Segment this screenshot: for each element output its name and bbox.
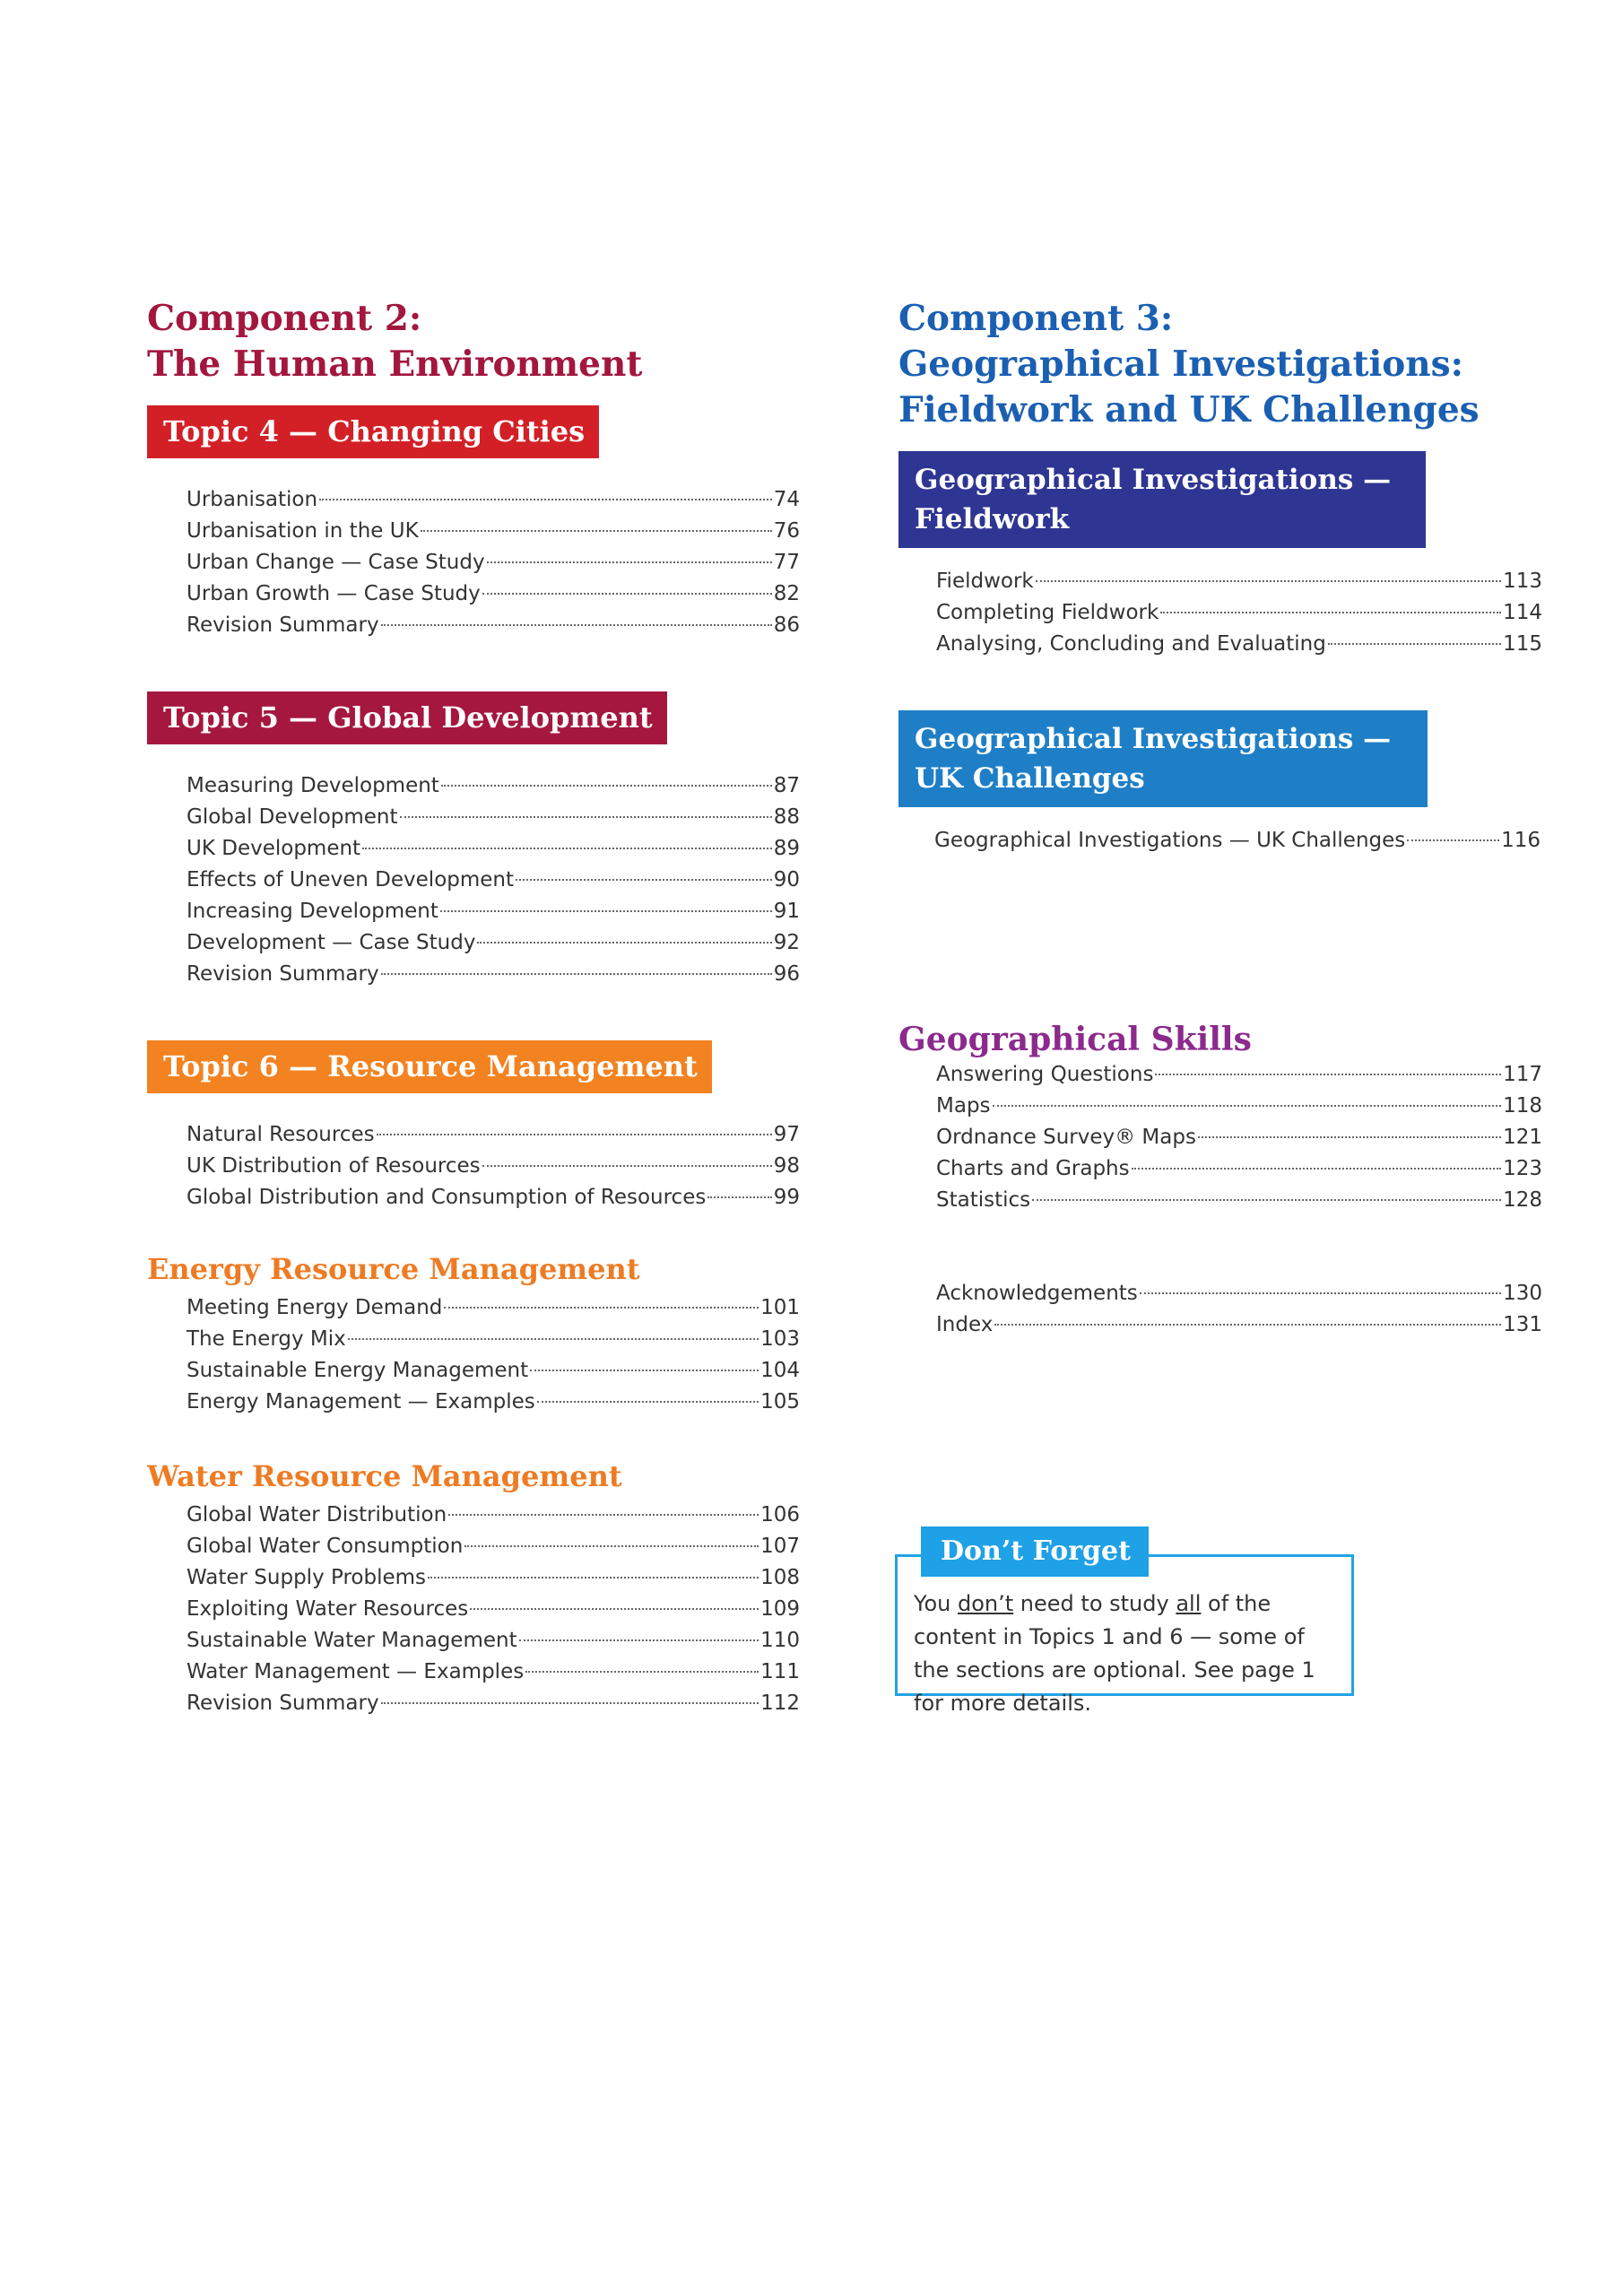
water-section	[147, 1457, 802, 1719]
toc-entry[interactable]: Statistics 128	[936, 1188, 1542, 1212]
uk-challenges-list	[934, 825, 1541, 857]
toc-entry[interactable]: Ordnance Survey® Maps 121	[936, 1126, 1542, 1149]
toc-entry[interactable]: Water Management — Examples 111	[187, 1660, 800, 1683]
toc-entry[interactable]: Global Distribution and Consumption of Resources 99	[187, 1186, 800, 1209]
topic-4-heading: Topic 4 — Changing Cities	[147, 405, 599, 458]
toc-entry[interactable]: Urbanisation 74	[187, 488, 800, 511]
toc-entry[interactable]: Revision Summary 96	[187, 962, 800, 986]
topic-6-section	[147, 1040, 802, 1213]
water-heading: Water Resource Management	[147, 1459, 622, 1493]
energy-list	[187, 1292, 800, 1418]
toc-entry[interactable]: Energy Management — Examples 105	[187, 1390, 800, 1413]
toc-entry[interactable]: Completing Fieldwork 114	[936, 601, 1542, 624]
toc-entry[interactable]: Analysing, Concluding and Evaluating 115	[936, 632, 1542, 656]
toc-entry[interactable]: Global Water Consumption 107	[187, 1535, 800, 1558]
topic-4-section	[147, 405, 802, 641]
toc-entry[interactable]: Sustainable Energy Management 104	[187, 1359, 800, 1382]
component-2-title: Component 2: The Human Environment	[147, 298, 643, 385]
skills-section	[898, 1020, 1544, 1216]
toc-entry[interactable]: Charts and Graphs 123	[936, 1157, 1542, 1180]
toc-entry[interactable]: Fieldwork 113	[936, 570, 1542, 593]
toc-entry[interactable]: Urbanisation in the UK 76	[187, 519, 800, 543]
toc-entry[interactable]: Water Supply Problems 108	[187, 1566, 800, 1589]
topic-4-list	[187, 484, 800, 641]
fieldwork-list	[936, 566, 1542, 660]
toc-entry[interactable]: Sustainable Water Management 110	[187, 1629, 800, 1652]
toc-entry[interactable]: Development — Case Study 92	[187, 931, 800, 954]
fieldwork-section	[898, 451, 1426, 548]
topic-6-heading: Topic 6 — Resource Management	[147, 1040, 712, 1093]
toc-entry[interactable]: Urban Growth — Case Study 82	[187, 582, 800, 605]
toc-entry[interactable]: UK Distribution of Resources 98	[187, 1154, 800, 1178]
uk-challenges-section	[898, 710, 1428, 807]
toc-entry[interactable]: Global Development 88	[187, 805, 800, 829]
water-list	[187, 1500, 800, 1719]
toc-entry[interactable]: Increasing Development 91	[187, 900, 800, 923]
toc-entry[interactable]: Measuring Development 87	[187, 774, 800, 797]
toc-entry[interactable]: Index 131	[936, 1313, 1542, 1336]
dont-forget-text: You don’t need to study all of the content in Topics 1 and 6 — some of the sections are optional. See page 1 for more details.	[914, 1591, 1315, 1716]
toc-entry[interactable]: Meeting Energy Demand 101	[187, 1296, 800, 1319]
topic-6-list	[187, 1119, 800, 1213]
toc-entry[interactable]: Revision Summary 86	[187, 613, 800, 637]
toc-entry[interactable]: The Energy Mix 103	[187, 1327, 800, 1351]
energy-section	[147, 1249, 802, 1418]
dont-forget-note	[895, 1535, 1354, 1716]
toc-entry[interactable]: Natural Resources 97	[187, 1123, 800, 1146]
toc-entry[interactable]: Urban Change — Case Study 77	[187, 551, 800, 574]
toc-entry[interactable]: Effects of Uneven Development 90	[187, 868, 800, 891]
uk-challenges-heading: Geographical Investigations — UK Challenges	[898, 710, 1428, 807]
energy-heading: Energy Resource Management	[147, 1252, 640, 1286]
back-matter-list	[936, 1278, 1542, 1341]
skills-list	[936, 1059, 1542, 1216]
fieldwork-heading: Geographical Investigations — Fieldwork	[898, 451, 1426, 548]
topic-5-list	[187, 770, 800, 990]
component-3-column	[898, 296, 1544, 1341]
component-3-title: Component 3: Geographical Investigations: Fieldwork and UK Challenges	[898, 298, 1480, 430]
toc-entry[interactable]: UK Development 89	[187, 837, 800, 860]
toc-entry[interactable]: Global Water Distribution 106	[187, 1503, 800, 1526]
dont-forget-heading: Don’t Forget	[921, 1526, 1149, 1577]
toc-entry[interactable]: Maps 118	[936, 1094, 1542, 1118]
topic-5-heading: Topic 5 — Global Development	[147, 691, 667, 744]
toc-entry[interactable]: Revision Summary 112	[187, 1692, 800, 1715]
toc-entry[interactable]: Geographical Investigations — UK Challenges 116	[934, 829, 1541, 852]
toc-entry[interactable]: Acknowledgements 130	[936, 1282, 1542, 1305]
skills-heading: Geographical Skills	[898, 1021, 1252, 1058]
toc-entry[interactable]: Exploiting Water Resources 109	[187, 1597, 800, 1621]
toc-entry[interactable]: Answering Questions 117	[936, 1063, 1542, 1086]
component-2-column	[147, 296, 802, 1719]
topic-5-section	[147, 691, 802, 990]
